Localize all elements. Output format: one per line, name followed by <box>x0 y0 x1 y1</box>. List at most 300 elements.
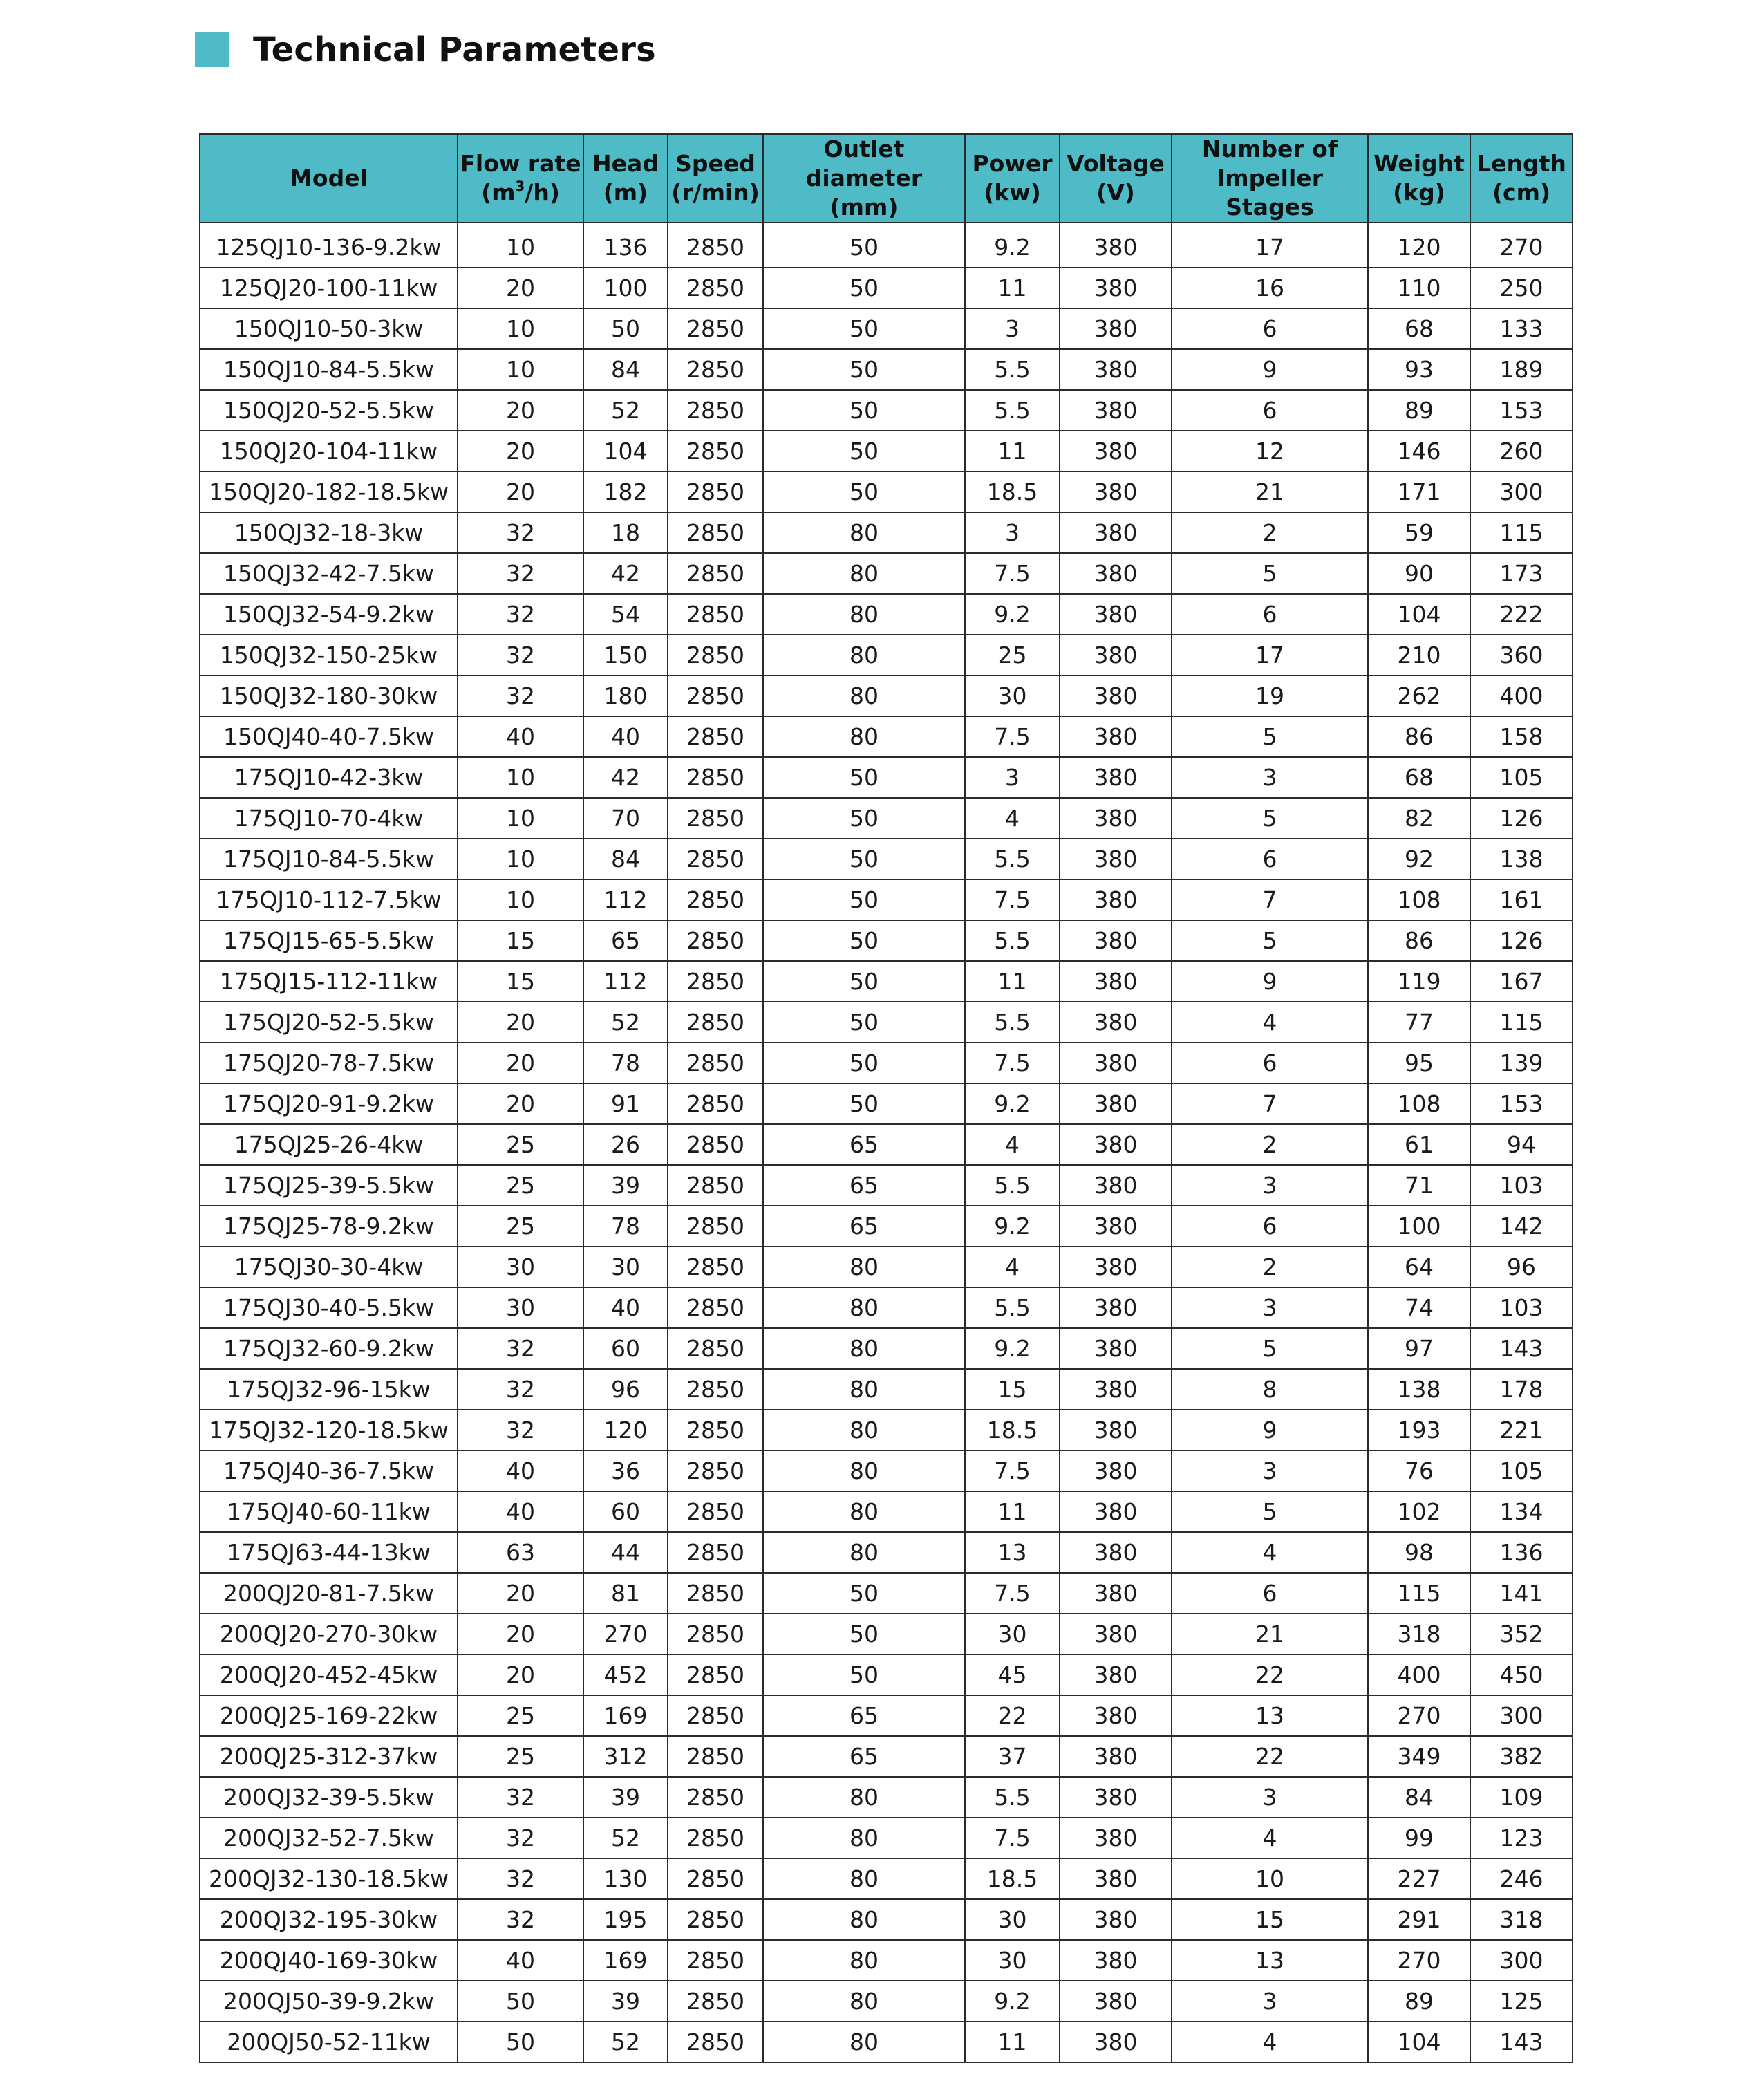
speed-cell: 2850 <box>668 1654 763 1695</box>
power-cell: 7.5 <box>965 1450 1060 1491</box>
model-cell: 200QJ50-52-11kw <box>200 2022 458 2062</box>
flow-rate-cell: 32 <box>458 1410 583 1450</box>
weight-cell: 92 <box>1368 839 1470 879</box>
flow-rate-cell: 40 <box>458 1940 583 1981</box>
weight-cell: 77 <box>1368 1002 1470 1043</box>
voltage-cell: 380 <box>1060 1858 1172 1899</box>
speed-cell: 2850 <box>668 1940 763 1981</box>
impeller-stages-cell: 3 <box>1172 1981 1368 2022</box>
impeller-stages-title-line2: Impeller Stages <box>1217 165 1323 221</box>
weight-title: Weight <box>1373 150 1465 177</box>
impeller-stages-cell: 22 <box>1172 1736 1368 1777</box>
weight-cell: 318 <box>1368 1614 1470 1654</box>
impeller-stages-cell: 10 <box>1172 1858 1368 1899</box>
impeller-stages-cell: 6 <box>1172 390 1368 431</box>
flow-rate-cell: 20 <box>458 1083 583 1124</box>
power-cell: 15 <box>965 1369 1060 1410</box>
table-row <box>200 594 1573 635</box>
length-cell: 136 <box>1470 1532 1573 1573</box>
power-cell: 4 <box>965 798 1060 839</box>
length-cell: 134 <box>1470 1491 1573 1532</box>
weight-cell: 104 <box>1368 594 1470 635</box>
flow-rate-unit-open: (m <box>481 179 516 206</box>
weight-cell: 74 <box>1368 1287 1470 1328</box>
speed-cell: 2850 <box>668 961 763 1002</box>
col-header-power <box>965 134 1060 223</box>
impeller-stages-cell: 4 <box>1172 2022 1368 2062</box>
voltage-cell: 380 <box>1060 1981 1172 2022</box>
voltage-cell: 380 <box>1060 1777 1172 1818</box>
head-cell: 60 <box>583 1491 668 1532</box>
length-cell: 153 <box>1470 1083 1573 1124</box>
model-cell: 175QJ63-44-13kw <box>200 1532 458 1573</box>
flow-rate-cell: 20 <box>458 1043 583 1083</box>
length-cell: 178 <box>1470 1369 1573 1410</box>
power-cell: 5.5 <box>965 349 1060 390</box>
flow-rate-cell: 40 <box>458 716 583 757</box>
voltage-cell: 380 <box>1060 1899 1172 1940</box>
col-header-voltage <box>1060 134 1172 223</box>
length-cell: 222 <box>1470 594 1573 635</box>
voltage-cell: 380 <box>1060 1736 1172 1777</box>
outlet-diameter-cell: 50 <box>763 268 965 308</box>
head-cell: 36 <box>583 1450 668 1491</box>
impeller-stages-cell: 8 <box>1172 1369 1368 1410</box>
head-cell: 169 <box>583 1940 668 1981</box>
impeller-stages-cell: 7 <box>1172 1083 1368 1124</box>
speed-cell: 2850 <box>668 1410 763 1450</box>
flow-rate-cell: 32 <box>458 1328 583 1369</box>
speed-cell: 2850 <box>668 349 763 390</box>
length-cell: 126 <box>1470 798 1573 839</box>
outlet-diameter-cell: 50 <box>763 1654 965 1695</box>
speed-cell: 2850 <box>668 1124 763 1165</box>
speed-title: Speed <box>675 150 756 177</box>
impeller-stages-cell: 7 <box>1172 879 1368 920</box>
speed-cell: 2850 <box>668 553 763 594</box>
voltage-cell: 380 <box>1060 839 1172 879</box>
voltage-cell: 380 <box>1060 349 1172 390</box>
table-row <box>200 223 1573 268</box>
voltage-cell: 380 <box>1060 223 1172 268</box>
flow-rate-cell: 32 <box>458 1858 583 1899</box>
flow-rate-cell: 10 <box>458 879 583 920</box>
table-row <box>200 920 1573 961</box>
length-cell: 221 <box>1470 1410 1573 1450</box>
outlet-diameter-cell: 80 <box>763 1777 965 1818</box>
speed-cell: 2850 <box>668 1043 763 1083</box>
table-row <box>200 1573 1573 1614</box>
model-cell: 175QJ10-42-3kw <box>200 757 458 798</box>
power-cell: 30 <box>965 1940 1060 1981</box>
voltage-cell: 380 <box>1060 1654 1172 1695</box>
head-cell: 40 <box>583 716 668 757</box>
weight-cell: 171 <box>1368 472 1470 512</box>
impeller-stages-cell: 21 <box>1172 472 1368 512</box>
impeller-stages-cell: 3 <box>1172 1450 1368 1491</box>
table-row <box>200 1328 1573 1369</box>
impeller-stages-cell: 5 <box>1172 920 1368 961</box>
speed-cell: 2850 <box>668 1573 763 1614</box>
table-row <box>200 2022 1573 2062</box>
flow-rate-cell: 15 <box>458 920 583 961</box>
impeller-stages-cell: 9 <box>1172 1410 1368 1450</box>
length-cell: 139 <box>1470 1043 1573 1083</box>
impeller-stages-title-line1: Number of <box>1201 136 1338 162</box>
outlet-diameter-cell: 80 <box>763 1981 965 2022</box>
power-cell: 9.2 <box>965 223 1060 268</box>
head-cell: 130 <box>583 1858 668 1899</box>
impeller-stages-cell: 12 <box>1172 431 1368 472</box>
outlet-diameter-cell: 80 <box>763 1287 965 1328</box>
power-title: Power <box>972 150 1053 177</box>
flow-rate-cell: 10 <box>458 308 583 349</box>
power-cell: 7.5 <box>965 879 1060 920</box>
model-cell: 175QJ32-120-18.5kw <box>200 1410 458 1450</box>
head-cell: 40 <box>583 1287 668 1328</box>
voltage-cell: 380 <box>1060 1369 1172 1410</box>
length-cell: 318 <box>1470 1899 1573 1940</box>
power-cell: 11 <box>965 268 1060 308</box>
power-cell: 9.2 <box>965 1981 1060 2022</box>
weight-cell: 138 <box>1368 1369 1470 1410</box>
model-cell: 150QJ32-42-7.5kw <box>200 553 458 594</box>
voltage-cell: 380 <box>1060 1206 1172 1247</box>
outlet-diameter-cell: 80 <box>763 1328 965 1369</box>
model-cell: 200QJ20-452-45kw <box>200 1654 458 1695</box>
weight-cell: 93 <box>1368 349 1470 390</box>
weight-cell: 82 <box>1368 798 1470 839</box>
head-cell: 60 <box>583 1328 668 1369</box>
model-cell: 200QJ40-169-30kw <box>200 1940 458 1981</box>
head-cell: 52 <box>583 1818 668 1858</box>
power-cell: 9.2 <box>965 1083 1060 1124</box>
power-cell: 13 <box>965 1532 1060 1573</box>
speed-cell: 2850 <box>668 920 763 961</box>
table-row <box>200 1736 1573 1777</box>
head-cell: 39 <box>583 1981 668 2022</box>
flow-rate-cell: 50 <box>458 1981 583 2022</box>
weight-cell: 110 <box>1368 268 1470 308</box>
impeller-stages-cell: 4 <box>1172 1818 1368 1858</box>
flow-rate-cell: 25 <box>458 1165 583 1206</box>
model-cell: 175QJ32-60-9.2kw <box>200 1328 458 1369</box>
length-cell: 300 <box>1470 472 1573 512</box>
length-cell: 103 <box>1470 1287 1573 1328</box>
flow-rate-cell: 10 <box>458 223 583 268</box>
voltage-cell: 380 <box>1060 1083 1172 1124</box>
impeller-stages-cell: 5 <box>1172 798 1368 839</box>
power-cell: 11 <box>965 2022 1060 2062</box>
weight-cell: 120 <box>1368 223 1470 268</box>
impeller-stages-cell: 3 <box>1172 757 1368 798</box>
page-title: Technical Parameters <box>253 30 656 69</box>
voltage-cell: 380 <box>1060 1165 1172 1206</box>
length-cell: 138 <box>1470 839 1573 879</box>
length-cell: 143 <box>1470 2022 1573 2062</box>
outlet-diameter-cell: 65 <box>763 1124 965 1165</box>
voltage-cell: 380 <box>1060 1410 1172 1450</box>
length-cell: 109 <box>1470 1777 1573 1818</box>
model-cell: 150QJ20-104-11kw <box>200 431 458 472</box>
table-row <box>200 1410 1573 1450</box>
table-row <box>200 1899 1573 1940</box>
table-row <box>200 798 1573 839</box>
head-cell: 44 <box>583 1532 668 1573</box>
length-cell: 105 <box>1470 757 1573 798</box>
heading-marker-square <box>195 32 229 67</box>
speed-cell: 2850 <box>668 431 763 472</box>
outlet-diameter-cell: 50 <box>763 839 965 879</box>
head-cell: 30 <box>583 1247 668 1287</box>
flow-rate-cell: 30 <box>458 1247 583 1287</box>
power-cell: 5.5 <box>965 920 1060 961</box>
voltage-cell: 380 <box>1060 1818 1172 1858</box>
flow-rate-cell: 32 <box>458 512 583 553</box>
voltage-title: Voltage <box>1067 150 1165 177</box>
impeller-stages-cell: 3 <box>1172 1287 1368 1328</box>
flow-rate-cell: 32 <box>458 1369 583 1410</box>
length-cell: 450 <box>1470 1654 1573 1695</box>
weight-cell: 400 <box>1368 1654 1470 1695</box>
table-row <box>200 390 1573 431</box>
table-row <box>200 1287 1573 1328</box>
voltage-cell: 380 <box>1060 512 1172 553</box>
outlet-diameter-cell: 65 <box>763 1165 965 1206</box>
voltage-cell: 380 <box>1060 1450 1172 1491</box>
impeller-stages-cell: 5 <box>1172 1328 1368 1369</box>
outlet-diameter-cell: 50 <box>763 1083 965 1124</box>
head-cell: 52 <box>583 390 668 431</box>
table-row <box>200 431 1573 472</box>
power-cell: 7.5 <box>965 553 1060 594</box>
outlet-diameter-cell: 50 <box>763 390 965 431</box>
outlet-diameter-cell: 80 <box>763 635 965 675</box>
table-row <box>200 308 1573 349</box>
weight-cell: 86 <box>1368 716 1470 757</box>
weight-cell: 86 <box>1368 920 1470 961</box>
model-cell: 150QJ40-40-7.5kw <box>200 716 458 757</box>
voltage-cell: 380 <box>1060 268 1172 308</box>
table-row <box>200 1165 1573 1206</box>
outlet-diameter-cell: 50 <box>763 349 965 390</box>
impeller-stages-cell: 15 <box>1172 1899 1368 1940</box>
model-cell: 200QJ32-130-18.5kw <box>200 1858 458 1899</box>
outlet-diameter-cell: 80 <box>763 2022 965 2062</box>
voltage-cell: 380 <box>1060 1573 1172 1614</box>
model-cell: 175QJ40-36-7.5kw <box>200 1450 458 1491</box>
speed-cell: 2850 <box>668 635 763 675</box>
weight-cell: 98 <box>1368 1532 1470 1573</box>
flow-rate-cell: 20 <box>458 1573 583 1614</box>
weight-cell: 76 <box>1368 1450 1470 1491</box>
speed-cell: 2850 <box>668 1736 763 1777</box>
voltage-cell: 380 <box>1060 675 1172 716</box>
outlet-diameter-cell: 80 <box>763 512 965 553</box>
head-unit: (m) <box>603 179 648 206</box>
table-row <box>200 839 1573 879</box>
outlet-diameter-cell: 50 <box>763 920 965 961</box>
model-cell: 175QJ20-78-7.5kw <box>200 1043 458 1083</box>
model-cell: 150QJ20-52-5.5kw <box>200 390 458 431</box>
head-cell: 78 <box>583 1206 668 1247</box>
speed-cell: 2850 <box>668 1206 763 1247</box>
table-row <box>200 1369 1573 1410</box>
impeller-stages-cell: 17 <box>1172 635 1368 675</box>
col-header-impeller-stages <box>1172 134 1368 223</box>
length-cell: 96 <box>1470 1247 1573 1287</box>
weight-cell: 64 <box>1368 1247 1470 1287</box>
outlet-diameter-cell: 50 <box>763 757 965 798</box>
head-cell: 42 <box>583 757 668 798</box>
head-cell: 104 <box>583 431 668 472</box>
impeller-stages-cell: 21 <box>1172 1614 1368 1654</box>
model-cell: 175QJ30-30-4kw <box>200 1247 458 1287</box>
length-cell: 115 <box>1470 512 1573 553</box>
outlet-diameter-cell: 50 <box>763 223 965 268</box>
impeller-stages-cell: 6 <box>1172 1043 1368 1083</box>
flow-rate-cell: 10 <box>458 839 583 879</box>
outlet-diameter-cell: 65 <box>763 1736 965 1777</box>
weight-cell: 270 <box>1368 1695 1470 1736</box>
power-cell: 5.5 <box>965 1287 1060 1328</box>
length-cell: 133 <box>1470 308 1573 349</box>
length-cell: 125 <box>1470 1981 1573 2022</box>
speed-cell: 2850 <box>668 594 763 635</box>
impeller-stages-cell: 4 <box>1172 1532 1368 1573</box>
speed-cell: 2850 <box>668 716 763 757</box>
table-header <box>200 134 1573 223</box>
model-cell: 175QJ20-52-5.5kw <box>200 1002 458 1043</box>
head-cell: 18 <box>583 512 668 553</box>
impeller-stages-cell: 9 <box>1172 961 1368 1002</box>
outlet-diameter-cell: 80 <box>763 1818 965 1858</box>
impeller-stages-cell: 5 <box>1172 553 1368 594</box>
model-cell: 200QJ25-169-22kw <box>200 1695 458 1736</box>
power-cell: 9.2 <box>965 594 1060 635</box>
model-cell: 175QJ32-96-15kw <box>200 1369 458 1410</box>
flow-rate-cell: 32 <box>458 594 583 635</box>
head-cell: 180 <box>583 675 668 716</box>
weight-cell: 71 <box>1368 1165 1470 1206</box>
voltage-cell: 380 <box>1060 961 1172 1002</box>
power-cell: 30 <box>965 1899 1060 1940</box>
length-cell: 300 <box>1470 1940 1573 1981</box>
voltage-cell: 380 <box>1060 757 1172 798</box>
speed-cell: 2850 <box>668 1818 763 1858</box>
outlet-diameter-title: Outlet diameter <box>805 136 923 192</box>
impeller-stages-cell: 13 <box>1172 1940 1368 1981</box>
table-row <box>200 1247 1573 1287</box>
flow-rate-cell: 40 <box>458 1491 583 1532</box>
impeller-stages-cell: 6 <box>1172 1573 1368 1614</box>
length-cell: 189 <box>1470 349 1573 390</box>
flow-rate-cell: 10 <box>458 757 583 798</box>
voltage-cell: 380 <box>1060 1614 1172 1654</box>
speed-cell: 2850 <box>668 1287 763 1328</box>
table-row <box>200 675 1573 716</box>
table-row <box>200 1206 1573 1247</box>
head-cell: 96 <box>583 1369 668 1410</box>
weight-cell: 108 <box>1368 879 1470 920</box>
table-row <box>200 1043 1573 1083</box>
outlet-diameter-cell: 80 <box>763 1532 965 1573</box>
flow-rate-cell: 10 <box>458 798 583 839</box>
weight-cell: 59 <box>1368 512 1470 553</box>
head-cell: 26 <box>583 1124 668 1165</box>
head-cell: 65 <box>583 920 668 961</box>
voltage-cell: 380 <box>1060 390 1172 431</box>
table-row <box>200 349 1573 390</box>
power-cell: 18.5 <box>965 1858 1060 1899</box>
weight-cell: 97 <box>1368 1328 1470 1369</box>
model-cell: 150QJ32-54-9.2kw <box>200 594 458 635</box>
head-cell: 84 <box>583 349 668 390</box>
outlet-diameter-cell: 80 <box>763 1858 965 1899</box>
flow-rate-cell: 20 <box>458 431 583 472</box>
table-row <box>200 1858 1573 1899</box>
weight-cell: 262 <box>1368 675 1470 716</box>
head-cell: 100 <box>583 268 668 308</box>
impeller-stages-cell: 19 <box>1172 675 1368 716</box>
impeller-stages-cell: 6 <box>1172 594 1368 635</box>
speed-cell: 2850 <box>668 512 763 553</box>
model-cell: 175QJ15-65-5.5kw <box>200 920 458 961</box>
length-cell: 153 <box>1470 390 1573 431</box>
table-row <box>200 879 1573 920</box>
head-cell: 112 <box>583 961 668 1002</box>
power-cell: 11 <box>965 431 1060 472</box>
power-unit: (kw) <box>984 179 1041 206</box>
model-cell: 125QJ20-100-11kw <box>200 268 458 308</box>
length-cell: 173 <box>1470 553 1573 594</box>
table-row <box>200 472 1573 512</box>
head-cell: 452 <box>583 1654 668 1695</box>
voltage-cell: 380 <box>1060 1287 1172 1328</box>
model-cell: 200QJ32-52-7.5kw <box>200 1818 458 1858</box>
weight-cell: 104 <box>1368 2022 1470 2062</box>
outlet-diameter-cell: 50 <box>763 472 965 512</box>
power-cell: 4 <box>965 1124 1060 1165</box>
power-cell: 3 <box>965 757 1060 798</box>
weight-cell: 89 <box>1368 1981 1470 2022</box>
impeller-stages-cell: 2 <box>1172 1247 1368 1287</box>
voltage-cell: 380 <box>1060 920 1172 961</box>
col-header-flow-rate <box>458 134 583 223</box>
table-row <box>200 1940 1573 1981</box>
flow-rate-cell: 25 <box>458 1206 583 1247</box>
impeller-stages-cell: 5 <box>1172 716 1368 757</box>
head-cell: 39 <box>583 1165 668 1206</box>
power-cell: 7.5 <box>965 1043 1060 1083</box>
power-cell: 11 <box>965 961 1060 1002</box>
table-row <box>200 757 1573 798</box>
head-cell: 195 <box>583 1899 668 1940</box>
power-cell: 3 <box>965 308 1060 349</box>
length-cell: 142 <box>1470 1206 1573 1247</box>
impeller-stages-cell: 16 <box>1172 268 1368 308</box>
model-cell: 175QJ25-39-5.5kw <box>200 1165 458 1206</box>
outlet-diameter-cell: 80 <box>763 1369 965 1410</box>
impeller-stages-cell: 13 <box>1172 1695 1368 1736</box>
head-cell: 81 <box>583 1573 668 1614</box>
outlet-diameter-cell: 50 <box>763 308 965 349</box>
outlet-diameter-cell: 80 <box>763 594 965 635</box>
head-cell: 182 <box>583 472 668 512</box>
impeller-stages-cell: 2 <box>1172 512 1368 553</box>
outlet-diameter-cell: 50 <box>763 1573 965 1614</box>
impeller-stages-cell: 22 <box>1172 1654 1368 1695</box>
